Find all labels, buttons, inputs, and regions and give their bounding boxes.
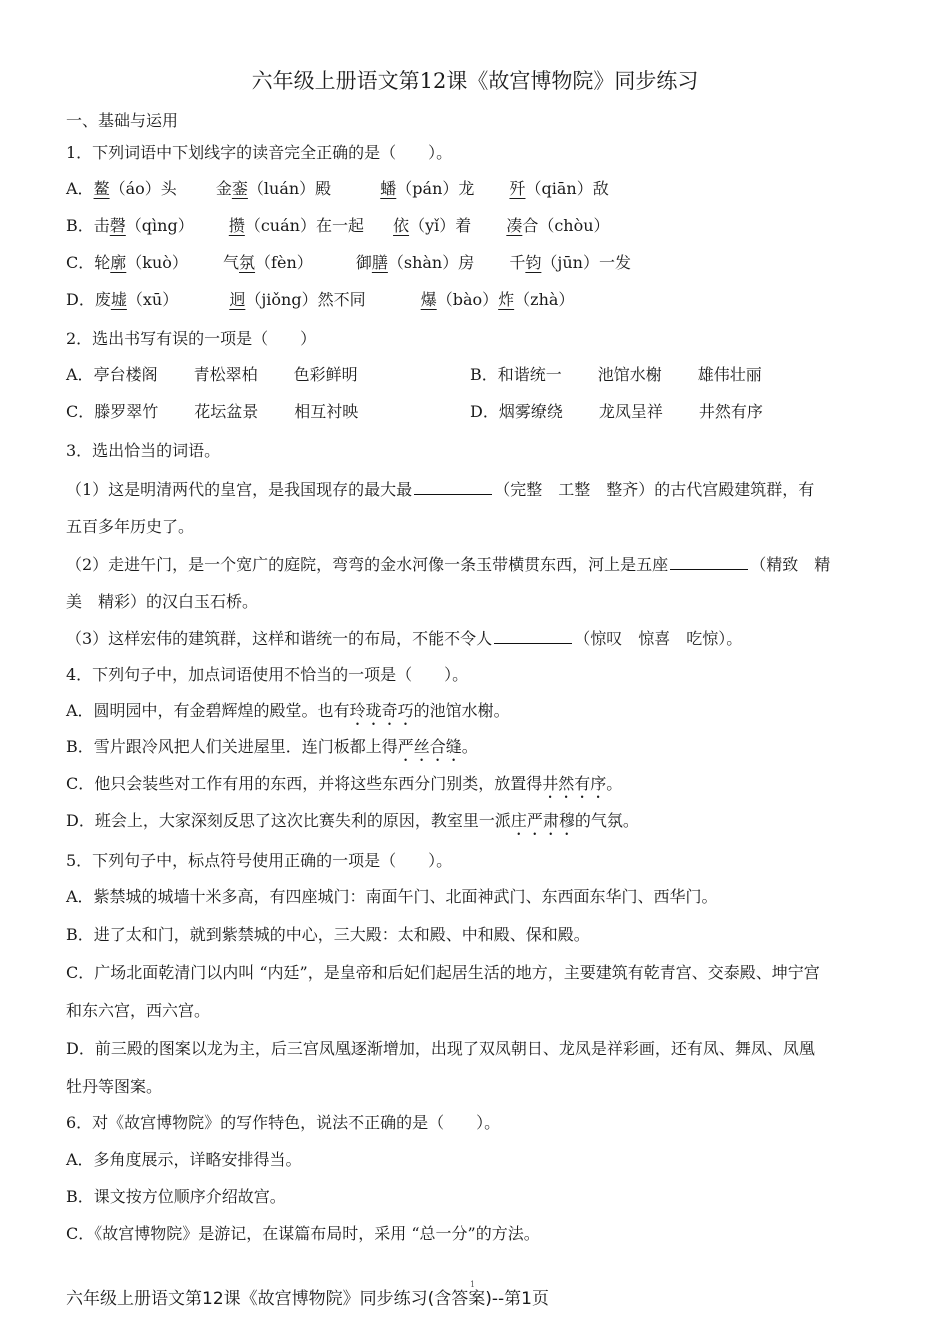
q6-option-b: B．课文按方位顺序介绍故宫。 <box>66 1187 286 1206</box>
word-text: 气 <box>223 253 240 272</box>
underlined-char: 依 <box>393 216 410 235</box>
word-text: 轮 <box>94 253 111 272</box>
reading: （qiān）敌 <box>525 179 609 198</box>
choices-text: （完整 工整 整齐）的古代宫殿建筑群，有 <box>494 480 815 499</box>
sentence-text: C．他只会装些对工作有用的东西，并将这些东西分门别类，放置得 <box>66 774 543 793</box>
sentence-text: （2）走进午门，是一个宽广的庭院，弯弯的金水河像一条玉带横贯东西，河上是五座 <box>66 555 669 574</box>
q3-stem: 3．选出恰当的词语。 <box>66 441 221 460</box>
word-text: 和谐统一 <box>497 365 562 384</box>
sentence-text: D．班会上，大家深刻反思了这次比赛失利的原因，教室里一派 <box>66 811 511 830</box>
q5-option-c-cont: 和东六宫，西六宫。 <box>66 1001 211 1020</box>
answer-blank[interactable] <box>494 629 572 644</box>
option-label: D． <box>66 290 95 309</box>
option-label: A． <box>66 365 94 384</box>
underlined-char: 磬 <box>109 216 126 235</box>
q1-option-d <box>66 289 574 311</box>
answer-blank[interactable] <box>670 555 748 570</box>
sentence-text: 。 <box>606 774 623 793</box>
reading: （fèn） <box>255 253 313 272</box>
reading: （cuán）在一起 <box>244 216 364 235</box>
reading: （pán）龙 <box>396 179 475 198</box>
reading: （yǐ）着 <box>409 216 472 235</box>
sentence-text: A．圆明园中，有金碧辉煌的殿堂。也有 <box>66 701 350 720</box>
option-label: B． <box>470 365 498 384</box>
underlined-char: 迥 <box>229 290 246 309</box>
underlined-char: 凑 <box>506 216 523 235</box>
underlined-char: 蟠 <box>380 179 397 198</box>
sentence-text: （3）这样宏伟的建筑群，这样和谐统一的布局，不能不令人 <box>66 629 493 648</box>
sentence-text: 的气氛。 <box>574 811 639 830</box>
q6-option-c: C．《故宫博物院》是游记，在谋篇布局时，采用 “总一分”的方法。 <box>66 1224 540 1243</box>
reading: （luán）殿 <box>247 179 332 198</box>
q6-stem: 6．对《故宫博物院》的写作特色，说法不正确的是（ ）。 <box>66 1113 501 1132</box>
word-text: 废 <box>94 290 111 309</box>
option-label: B． <box>66 216 94 235</box>
option-label: C． <box>66 253 95 272</box>
q2-option-d <box>470 401 763 423</box>
reading: （shàn）房 <box>387 253 475 272</box>
q1-option-c <box>66 252 631 274</box>
underlined-char: 歼 <box>509 179 526 198</box>
underlined-char: 氛 <box>239 253 256 272</box>
dotted-phrase: 庄严肃穆 <box>510 811 575 830</box>
reading: （jūn）一发 <box>541 253 631 272</box>
q5-option-c: C．广场北面乾清门以内叫 “内廷”，是皇帝和后妃们起居生活的地方，主要建筑有乾青宫、交泰殿、坤宁宫 <box>66 963 820 982</box>
underlined-char: 廓 <box>110 253 127 272</box>
q2-stem: 2．选出书写有误的一项是（ ） <box>66 329 317 348</box>
q5-option-d-cont: 牡丹等图案。 <box>66 1077 163 1096</box>
q6-option-a: A．多角度展示，详略安排得当。 <box>66 1150 302 1169</box>
dotted-phrase: 玲珑奇巧 <box>349 701 414 720</box>
q4-stem: 4．下列句子中，加点词语使用不恰当的一项是（ ）。 <box>66 665 469 684</box>
word-text: 花坛盆景 <box>194 402 259 421</box>
underlined-char: 膳 <box>371 253 388 272</box>
q4-option-c <box>66 773 622 802</box>
q5-stem: 5．下列句子中，标点符号使用正确的一项是（ ）。 <box>66 851 453 870</box>
word-text: 井然有序 <box>698 402 763 421</box>
underlined-char: 墟 <box>110 290 127 309</box>
q4-option-d <box>66 810 639 839</box>
word-text: 亭台楼阁 <box>93 365 158 384</box>
q1-option-a <box>66 178 609 200</box>
word-text: 色彩鲜明 <box>293 365 358 384</box>
q3-sentence-2-cont: 美 精彩）的汉白玉石桥。 <box>66 592 259 611</box>
q2-option-c <box>66 401 358 423</box>
word-text: 相互衬映 <box>294 402 359 421</box>
word-text: 青松翠柏 <box>193 365 258 384</box>
underlined-char: 攒 <box>228 216 245 235</box>
page-number-mark: 1 <box>470 1280 476 1289</box>
q3-sentence-3 <box>66 628 742 650</box>
answer-blank[interactable] <box>414 480 492 495</box>
q2-option-b <box>470 364 762 386</box>
q5-option-b: B．进了太和门，就到紫禁城的中心，三大殿：太和殿、中和殿、保和殿。 <box>66 925 590 944</box>
reading: （áo）头 <box>109 179 177 198</box>
word-text: 龙凤呈祥 <box>598 402 663 421</box>
page-title: 六年级上册语文第12课《故宫博物院》同步练习 <box>251 69 699 93</box>
section-heading: 一、基础与运用 <box>66 111 179 130</box>
option-label: D． <box>470 402 499 421</box>
underlined-char: 鳌 <box>93 179 110 198</box>
choices-text: （惊叹 惊喜 吃惊）。 <box>574 629 743 648</box>
word-text: 击 <box>93 216 110 235</box>
page-footer: 六年级上册语文第12课《故宫博物院》同步练习(含答案)--第1页 <box>66 1289 549 1309</box>
word-text: 雄伟壮丽 <box>697 365 762 384</box>
q2-option-a <box>66 364 358 386</box>
reading: （zhà） <box>514 290 575 309</box>
reading: （kuò） <box>126 253 188 272</box>
q3-sentence-1-cont: 五百多年历史了。 <box>66 517 195 536</box>
q1-option-b <box>66 215 610 237</box>
word-text: 池馆水榭 <box>597 365 662 384</box>
q5-option-a: A．紫禁城的城墙十米多高，有四座城门：南面午门、北面神武门、东西面东华门、西华门。 <box>66 887 718 906</box>
sentence-text: 的池馆水榭。 <box>413 701 510 720</box>
underlined-char: 爆 <box>420 290 437 309</box>
word-text: 滕罗翠竹 <box>94 402 159 421</box>
underlined-char: 炸 <box>498 290 515 309</box>
choices-text: （精致 精 <box>750 555 831 574</box>
reading: （xū） <box>126 290 179 309</box>
q4-option-b <box>66 736 478 765</box>
reading: （jiǒng）然不同 <box>245 290 366 309</box>
underlined-char: 钧 <box>525 253 542 272</box>
sentence-text: （1）这是明清两代的皇宫，是我国现存的最大最 <box>66 480 413 499</box>
q3-sentence-1 <box>66 479 814 501</box>
word-text: 金 <box>215 179 232 198</box>
underlined-char: 銮 <box>231 179 248 198</box>
word-text: 千 <box>509 253 526 272</box>
reading: 合（chòu） <box>522 216 610 235</box>
word-text: 御 <box>355 253 372 272</box>
word-text: 烟雾缭绕 <box>498 402 563 421</box>
q4-option-a <box>66 700 510 729</box>
option-label: C． <box>66 402 95 421</box>
sentence-text: B．雪片跟冷风把人们关进屋里．连门板都上得 <box>66 737 398 756</box>
option-label: A． <box>66 179 94 198</box>
q1-stem: 1．下列词语中下划线字的读音完全正确的是（ ）。 <box>66 143 453 162</box>
reading: （bào） <box>436 290 499 309</box>
q5-option-d: D．前三殿的图案以龙为主，后三宫凤凰逐渐增加，出现了双凤朝日、龙凤是祥彩画，还有凤、舞凤、凤凰 <box>66 1039 815 1058</box>
q3-sentence-2 <box>66 554 830 576</box>
dotted-phrase: 严丝合缝 <box>397 737 462 756</box>
reading: （qìng） <box>125 216 194 235</box>
sentence-text: 。 <box>461 737 478 756</box>
dotted-phrase: 井然有序 <box>542 774 607 793</box>
